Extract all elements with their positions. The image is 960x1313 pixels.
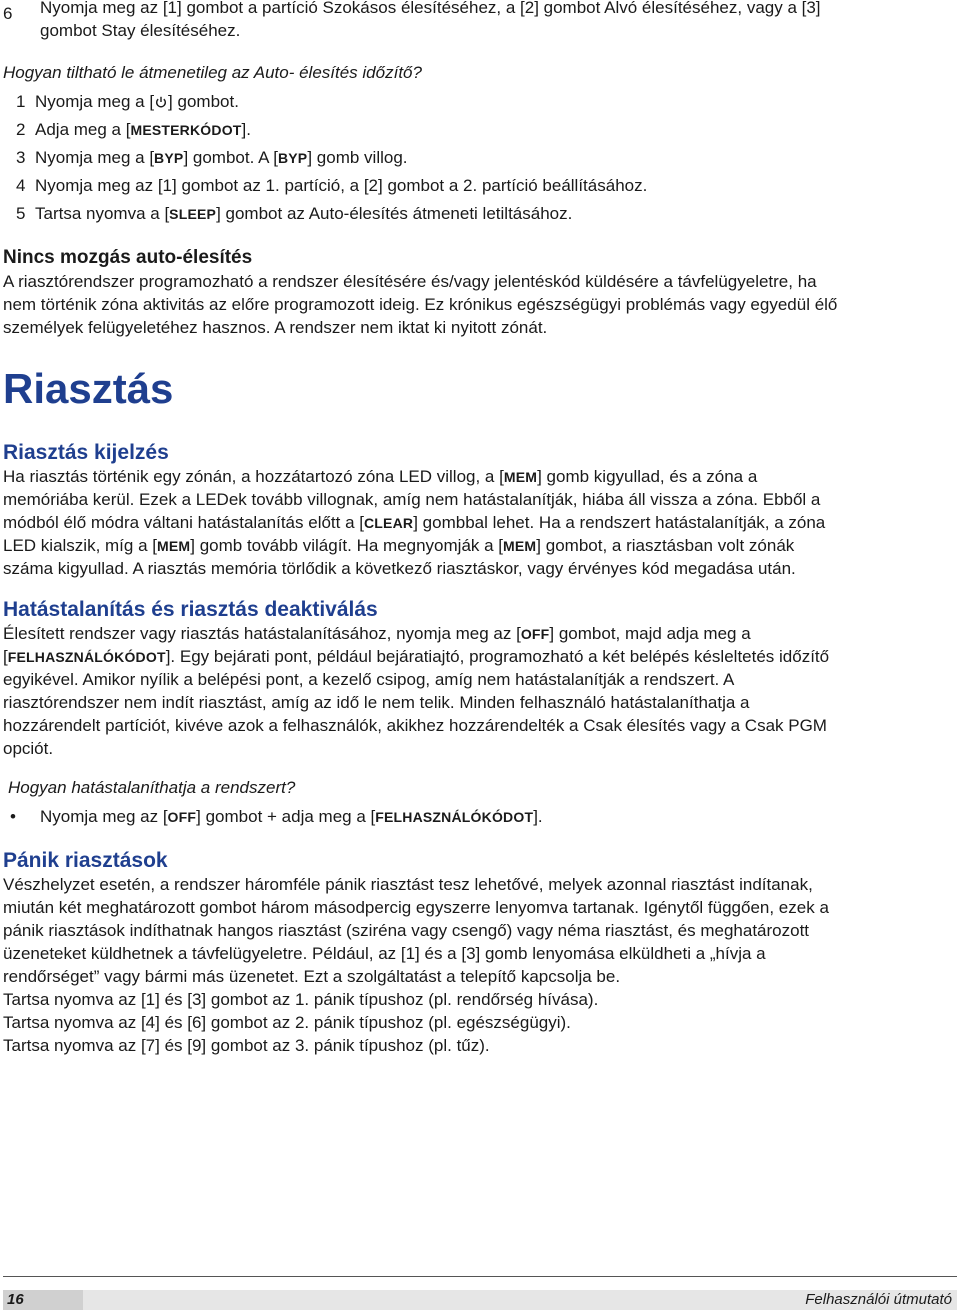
disarm-line-5: hozzárendelt partíciót, kivéve azok a felhasználók, akikhez hozzárendelték a Csak élesítés vagy a Csak PGM: [3, 716, 827, 735]
footer-rule: [3, 1276, 957, 1277]
footer-title: Felhasználói útmutató: [805, 1291, 952, 1308]
mem-key: MEM: [503, 469, 538, 485]
auto-arm-step-2: 2 Adja meg a [MESTERKÓDOT].: [16, 120, 251, 139]
panic-line-6: Tartsa nyomva az [1] és [3] gombot az 1. pánik típushoz (pl. rendőrség hívása).: [3, 990, 599, 1009]
power-icon: [155, 96, 167, 108]
alarm-display-line-4: LED kialszik, míg a [MEM] gomb tovább világít. Ha megnyomják a [MEM] gombot, a riasztásban volt zónák: [3, 536, 795, 555]
no-motion-line-2: nem történik zóna aktivitás az előre programozott ideig. Ez krónikus egészségügyi problémás vagy egyedül élő: [3, 295, 838, 314]
disarm-line-2: [FELHASZNÁLÓKÓDOT]. Egy bejárati pont, például bejáratiajtó, programozható a két belépés késleltetés időzítő: [3, 647, 830, 666]
panic-line-8: Tartsa nyomva az [7] és [9] gombot az 3. pánik típushoz (pl. tűz).: [3, 1036, 490, 1055]
byp-key: BYP: [277, 150, 308, 166]
panic-line-3: pánik riasztások indíthatnak hangos riasztást (sziréna vagy csengő) vagy néma riasztást, és meghatározott: [3, 921, 810, 940]
no-motion-heading: Nincs mozgás auto-élesítés: [3, 247, 253, 268]
off-key: OFF: [167, 809, 197, 825]
bullet-icon: •: [10, 807, 16, 826]
panic-heading: Pánik riasztások: [3, 849, 168, 872]
alarm-display-line-5: száma kigyullad. A riasztás memória törlődik a következő riasztáskor, vagy érvényes kód megadása után.: [3, 559, 796, 578]
disarm-line-4: riasztórendszer nem indít riasztást, amíg az idő le nem telik. Minden felhasználó hatástalaníthatja a: [3, 693, 750, 712]
alarm-display-heading: Riasztás kijelzés: [3, 441, 169, 464]
no-motion-line-3: személyek felügyeletéhez hasznos. A rendszer nem iktat ki nyitott zónát.: [3, 318, 548, 337]
disarm-line-6: opciót.: [3, 739, 54, 758]
panic-line-1: Vészhelyzet esetén, a rendszer háromféle pánik riasztást tesz lehetővé, melyek azonnal riasztást indítanak,: [3, 875, 813, 894]
auto-arm-question: Hogyan tiltható le átmenetileg az Auto- élesítés időzítő?: [3, 63, 422, 82]
page-number: 16: [3, 1290, 83, 1310]
auto-arm-step-5: 5 Tartsa nyomva a [SLEEP] gombot az Auto-élesítés átmeneti letiltásához.: [16, 204, 573, 223]
disarm-question: Hogyan hatástalaníthatja a rendszert?: [8, 778, 296, 797]
auto-arm-step-1: 1 Nyomja meg a [ ] gombot.: [16, 92, 239, 111]
panic-line-4: üzeneteket küldhetnek a távfelügyeletre. Például, az [1] és a [3] gomb lenyomása elküldheti a „hívja a: [3, 944, 766, 963]
panic-line-5: rendőrséget” vagy bármi más üzenetet. Ezt a szolgáltatást a telepítő kapcsolja be.: [3, 967, 621, 986]
off-key: OFF: [520, 626, 550, 642]
alarm-display-line-3: módból élő módra váltani hatástalanítás előtt a [CLEAR] gombbal lehet. Ha a rendszert hatástalanítják, a zóna: [3, 513, 826, 532]
sleep-key: SLEEP: [169, 206, 217, 222]
disarm-heading: Hatástalanítás és riasztás deaktiválás: [3, 598, 378, 621]
section-title: Riasztás: [3, 365, 174, 412]
mem-key: MEM: [157, 538, 191, 554]
clear-key: CLEAR: [364, 515, 414, 531]
disarm-bullet-item: • Nyomja meg az [OFF] gombot + adja meg a [FELHASZNÁLÓKÓDOT].: [3, 805, 543, 829]
disarm-line-3: egyikével. Amikor nyílik a belépési pont, a kezelő csipog, amíg nem hatástalanítják a rendszert. A: [3, 670, 735, 689]
alarm-display-line-1: Ha riasztás történik egy zónán, a hozzátartozó zóna LED villog, a [MEM] gomb kigyullad, és a zóna a: [3, 467, 758, 486]
step-6-line-1: Nyomja meg az [1] gombot a partíció Szokásos élesítéséhez, a [2] gombot Alvó élesítéséhez, vagy a [3]: [40, 0, 821, 17]
step-6-line-2: gombot Stay élesítéséhez.: [40, 21, 241, 40]
auto-arm-step-4: 4 Nyomja meg az [1] gombot az 1. partíció, a [2] gombot a 2. partíció beállításához.: [16, 176, 648, 195]
mem-key: MEM: [503, 538, 537, 554]
user-code-key: FELHASZNÁLÓKÓDOT: [375, 809, 534, 825]
user-code-key: FELHASZNÁLÓKÓDOT: [7, 649, 166, 665]
master-code-key: MESTERKÓDOT: [130, 122, 242, 138]
alarm-display-line-2: memóriába kerül. Ezek a LEDek tovább villognak, amíg nem hatástalanítják, hiába áll vissza a zóna. Ebből a: [3, 490, 821, 509]
panic-line-7: Tartsa nyomva az [4] és [6] gombot az 2. pánik típushoz (pl. egészségügyi).: [3, 1013, 571, 1032]
panic-line-2: miután két meghatározott gombot három másodpercig egyszerre lenyomva tartanak. Igénytől függően, ezek a: [3, 898, 829, 917]
disarm-line-1: Élesített rendszer vagy riasztás hatástalanításához, nyomja meg az [OFF] gombot, majd adja meg a: [3, 624, 751, 643]
no-motion-line-1: A riasztórendszer programozható a rendszer élesítésére és/vagy jelentéskód küldésére a távfelügyeletre, ha: [3, 272, 817, 291]
step-6-number: 6: [3, 4, 13, 23]
byp-key: BYP: [154, 150, 184, 166]
auto-arm-step-3: 3 Nyomja meg a [BYP] gombot. A [BYP] gomb villog.: [16, 148, 408, 167]
